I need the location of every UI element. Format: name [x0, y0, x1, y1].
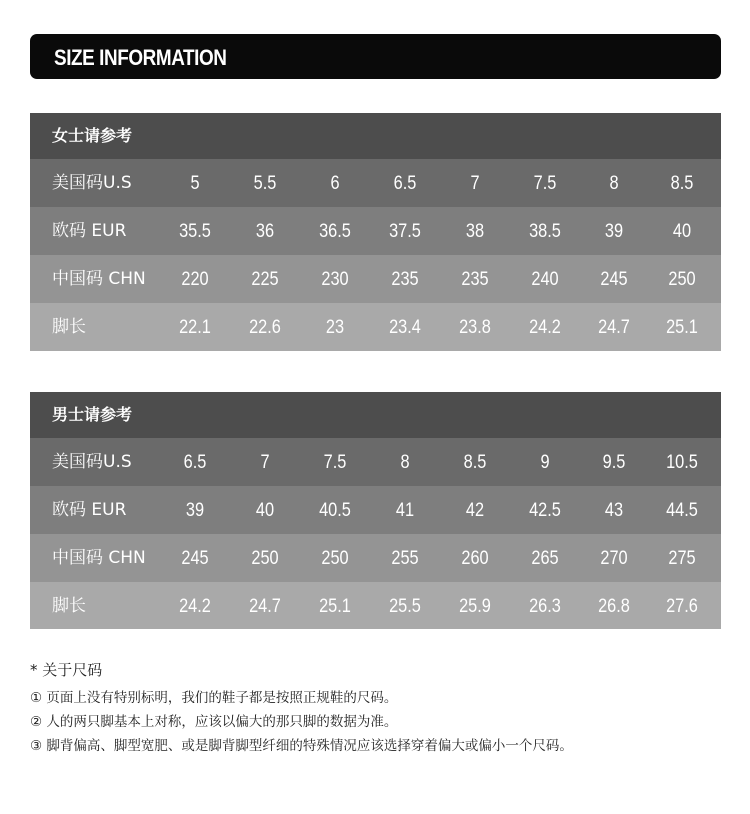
- table-cell: 36.5: [319, 221, 351, 242]
- table-cell: 225: [251, 269, 279, 290]
- row-label: 脚长: [52, 317, 86, 337]
- table-cell: 240: [531, 269, 559, 290]
- table-cell: 42: [465, 500, 485, 521]
- women-size-table: [30, 113, 721, 351]
- table-row: [30, 255, 721, 303]
- table-cell: 39: [604, 221, 624, 242]
- table-title: 男士请参考: [30, 392, 721, 438]
- table-cell: 38.5: [529, 221, 561, 242]
- table-cell: 6.5: [393, 173, 417, 194]
- table-cell: 25.1: [319, 596, 351, 617]
- table-cell: 255: [391, 548, 419, 569]
- table-cell: 26.3: [529, 596, 561, 617]
- table-cell: 38: [465, 221, 485, 242]
- table-cell: 22.1: [179, 317, 211, 338]
- table-cell: 41: [395, 500, 415, 521]
- table-cell: 245: [181, 548, 209, 569]
- table-cell: 7.5: [323, 452, 347, 473]
- table-cell: 10.5: [666, 452, 698, 473]
- table-cell: 9.5: [602, 452, 626, 473]
- table-cell: 8.5: [670, 173, 694, 194]
- table-row: [30, 534, 721, 582]
- size-info-header: [30, 34, 721, 79]
- table-cell: 7: [260, 452, 270, 473]
- table-cell: 235: [461, 269, 489, 290]
- table-cell: 230: [321, 269, 349, 290]
- table-cell: 25.9: [459, 596, 491, 617]
- row-label: 美国码U.S: [52, 173, 132, 193]
- size-notes: [30, 658, 730, 758]
- table-cell: 37.5: [389, 221, 421, 242]
- table-cell: 250: [251, 548, 279, 569]
- table-cell: 5.5: [253, 173, 277, 194]
- table-cell: 8.5: [463, 452, 487, 473]
- table-cell: 24.7: [249, 596, 281, 617]
- table-row: [30, 159, 721, 207]
- table-row: [30, 207, 721, 255]
- table-cell: 43: [604, 500, 624, 521]
- table-cell: 8: [400, 452, 410, 473]
- table-cell: 35.5: [179, 221, 211, 242]
- table-cell: 9: [540, 452, 550, 473]
- table-cell: 23.4: [389, 317, 421, 338]
- men-size-table: [30, 392, 721, 629]
- table-cell: 42.5: [529, 500, 561, 521]
- note-item: ② 人的两只脚基本上对称，应该以偏大的那只脚的数据为准。: [30, 714, 398, 730]
- table-cell: 270: [600, 548, 628, 569]
- table-cell: 250: [668, 269, 696, 290]
- table-cell: 7: [470, 173, 480, 194]
- table-cell: 235: [391, 269, 419, 290]
- table-cell: 26.8: [598, 596, 630, 617]
- notes-title: * 关于尺码: [30, 661, 103, 679]
- table-cell: 250: [321, 548, 349, 569]
- table-cell: 275: [668, 548, 696, 569]
- note-item: ① 页面上没有特别标明，我们的鞋子都是按照正规鞋的尺码。: [30, 690, 398, 706]
- row-label: 中国码 CHN: [52, 269, 146, 289]
- table-row: [30, 438, 721, 486]
- row-label: 脚长: [52, 596, 86, 616]
- row-label: 中国码 CHN: [52, 548, 146, 568]
- table-row: [30, 486, 721, 534]
- table-cell: 220: [181, 269, 209, 290]
- table-cell: 6.5: [183, 452, 207, 473]
- table-cell: 40: [255, 500, 275, 521]
- table-row: [30, 303, 721, 351]
- table-cell: 24.2: [529, 317, 561, 338]
- table-title: 女士请参考: [30, 113, 721, 159]
- table-cell: 40.5: [319, 500, 351, 521]
- table-cell: 260: [461, 548, 489, 569]
- table-cell: 39: [185, 500, 205, 521]
- table-cell: 24.7: [598, 317, 630, 338]
- table-cell: 22.6: [249, 317, 281, 338]
- table-cell: 25.5: [389, 596, 421, 617]
- table-cell: 44.5: [666, 500, 698, 521]
- table-cell: 8: [609, 173, 619, 194]
- table-cell: 36: [255, 221, 275, 242]
- table-cell: 27.6: [666, 596, 698, 617]
- table-cell: 40: [672, 221, 692, 242]
- table-cell: 5: [190, 173, 200, 194]
- table-cell: 245: [600, 269, 628, 290]
- table-cell: 25.1: [666, 317, 698, 338]
- row-label: 欧码 EUR: [52, 221, 127, 241]
- table-cell: 6: [330, 173, 340, 194]
- table-cell: 23: [325, 317, 345, 338]
- table-cell: 24.2: [179, 596, 211, 617]
- row-label: 美国码U.S: [52, 452, 132, 472]
- page-title: SIZE INFORMATION: [54, 45, 227, 70]
- table-cell: 265: [531, 548, 559, 569]
- table-cell: 7.5: [533, 173, 557, 194]
- table-cell: 23.8: [459, 317, 491, 338]
- note-item: ③ 脚背偏高、脚型宽肥、或是脚背脚型纤细的特殊情况应该选择穿着偏大或偏小一个尺码。: [30, 738, 573, 754]
- table-row: [30, 582, 721, 629]
- row-label: 欧码 EUR: [52, 500, 127, 520]
